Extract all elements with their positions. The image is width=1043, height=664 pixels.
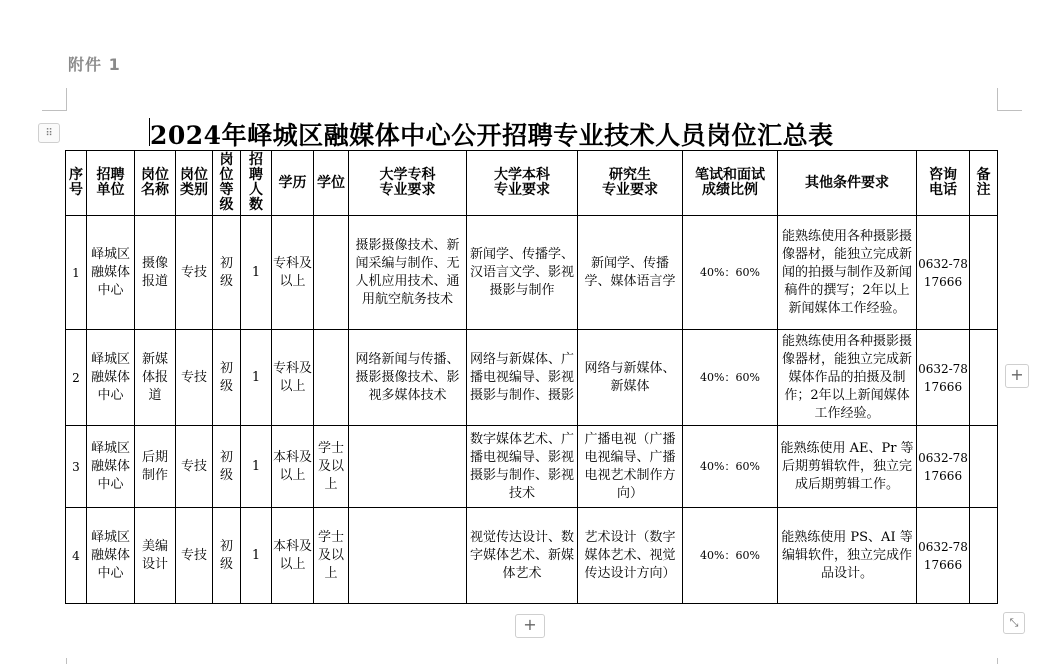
cell-post[interactable]: 美编设计 [135,508,176,604]
cell-unit[interactable]: 峄城区融媒体中心 [87,508,135,604]
cell-no[interactable]: 4 [66,508,87,604]
cell-level[interactable]: 初级 [213,330,241,426]
cell-remark[interactable] [970,216,998,330]
cell-college-major[interactable]: 摄影摄像技术、新闻采编与制作、无人机应用技术、通用航空航务技术 [349,216,467,330]
cell-degree[interactable] [314,216,349,330]
cell-bachelor-major[interactable]: 数字媒体艺术、广播电视编导、影视摄影与制作、影视技术 [467,426,578,508]
header-cell[interactable]: 岗位 名称 [135,151,176,216]
plus-icon: + [1010,365,1024,384]
move-handle-icon[interactable]: ⠿ [38,123,60,143]
header-cell[interactable]: 笔试和面试 成绩比例 [683,151,778,216]
cell-count[interactable]: 1 [241,216,272,330]
header-cell[interactable]: 学历 [272,151,314,216]
cell-education[interactable]: 专科及以上 [272,216,314,330]
cell-category[interactable]: 专技 [176,508,213,604]
table-header-row [66,151,998,216]
header-cell[interactable]: 备 注 [970,151,998,216]
add-column-button[interactable] [1005,364,1029,388]
document-title[interactable]: 2024年峄城区融媒体中心公开招聘专业技术人员岗位汇总表 [150,121,834,150]
cell-college-major[interactable]: 网络新闻与传播、摄影摄像技术、影视多媒体技术 [349,330,467,426]
cell-level[interactable]: 初级 [213,508,241,604]
cell-phone[interactable]: 0632-7817666 [917,330,970,426]
header-cell[interactable]: 招聘 单位 [87,151,135,216]
cell-other[interactable]: 能熟练使用 AE、Pr 等后期剪辑软件，独立完成后期剪辑工作。 [778,426,917,508]
cell-bachelor-major[interactable]: 视觉传达设计、数字媒体艺术、新媒体艺术 [467,508,578,604]
header-cell[interactable]: 学位 [314,151,349,216]
cell-post[interactable]: 后期制作 [135,426,176,508]
resize-icon[interactable]: ⤡ [1003,612,1025,634]
header-cell[interactable]: 咨询 电话 [917,151,970,216]
header-cell[interactable]: 岗 位 等 级 [213,151,241,216]
plus-icon: + [523,615,537,634]
page-margin-corner-bottom-right [997,658,1022,664]
cell-degree[interactable] [314,330,349,426]
add-row-button[interactable] [515,614,545,638]
cell-graduate-major[interactable]: 广播电视（广播电视编导、广播电视艺术制作方向） [578,426,683,508]
cell-ratio[interactable]: 40%：60% [683,216,778,330]
cell-graduate-major[interactable]: 新闻学、传播学、媒体语言学 [578,216,683,330]
cell-college-major[interactable] [349,426,467,508]
cell-phone[interactable]: 0632-7817666 [917,508,970,604]
cell-other[interactable]: 能熟练使用各种摄影摄像器材，能独立完成新媒体作品的拍摄及制作；2年以上新闻媒体工作经验。 [778,330,917,426]
header-cell[interactable]: 序 号 [66,151,87,216]
cell-remark[interactable] [970,508,998,604]
cell-remark[interactable] [970,426,998,508]
cell-level[interactable]: 初级 [213,216,241,330]
cell-education[interactable]: 本科及以上 [272,508,314,604]
header-cell[interactable]: 大学专科 专业要求 [349,151,467,216]
cell-category[interactable]: 专技 [176,330,213,426]
cell-remark[interactable] [970,330,998,426]
cell-graduate-major[interactable]: 艺术设计（数字媒体艺术、视觉传达设计方向） [578,508,683,604]
page-margin-corner-top-right [997,88,1022,111]
cell-other[interactable]: 能熟练使用各种摄影摄像器材，能独立完成新闻的拍摄与制作及新闻稿件的撰写；2年以上新闻媒体工作经验。 [778,216,917,330]
cell-bachelor-major[interactable]: 网络与新媒体、广播电视编导、影视摄影与制作、摄影 [467,330,578,426]
cell-no[interactable]: 2 [66,330,87,426]
positions-table [65,150,998,604]
cell-level[interactable]: 初级 [213,426,241,508]
cell-category[interactable]: 专技 [176,426,213,508]
page-margin-corner-bottom-left [42,658,67,664]
header-cell[interactable]: 研究生 专业要求 [578,151,683,216]
cell-ratio[interactable]: 40%：60% [683,426,778,508]
cell-phone[interactable]: 0632-7817666 [917,426,970,508]
cell-unit[interactable]: 峄城区融媒体中心 [87,330,135,426]
cell-phone[interactable]: 0632-7817666 [917,216,970,330]
table-row [66,216,998,330]
cell-count[interactable]: 1 [241,426,272,508]
cell-college-major[interactable] [349,508,467,604]
cell-other[interactable]: 能熟练使用 PS、AI 等编辑软件，独立完成作品设计。 [778,508,917,604]
cell-category[interactable]: 专技 [176,216,213,330]
cell-post[interactable]: 新媒体报道 [135,330,176,426]
cell-education[interactable]: 专科及以上 [272,330,314,426]
attachment-label: 附件 1 [68,55,121,74]
cell-post[interactable]: 摄像报道 [135,216,176,330]
table-row [66,426,998,508]
header-cell[interactable]: 岗位 类别 [176,151,213,216]
header-cell[interactable]: 大学本科 专业要求 [467,151,578,216]
cell-no[interactable]: 3 [66,426,87,508]
cell-count[interactable]: 1 [241,330,272,426]
cell-graduate-major[interactable]: 网络与新媒体、新媒体 [578,330,683,426]
cell-unit[interactable]: 峄城区融媒体中心 [87,216,135,330]
cell-degree[interactable]: 学士及以上 [314,426,349,508]
cell-degree[interactable]: 学士及以上 [314,508,349,604]
cell-unit[interactable]: 峄城区融媒体中心 [87,426,135,508]
header-cell[interactable]: 招 聘 人 数 [241,151,272,216]
cell-bachelor-major[interactable]: 新闻学、传播学、汉语言文学、影视摄影与制作 [467,216,578,330]
cell-no[interactable]: 1 [66,216,87,330]
cell-ratio[interactable]: 40%：60% [683,330,778,426]
header-cell[interactable]: 其他条件要求 [778,151,917,216]
cell-education[interactable]: 本科及以上 [272,426,314,508]
page-margin-corner-top-left [42,88,67,111]
table-row [66,508,998,604]
cell-count[interactable]: 1 [241,508,272,604]
cell-ratio[interactable]: 40%：60% [683,508,778,604]
table-row [66,330,998,426]
